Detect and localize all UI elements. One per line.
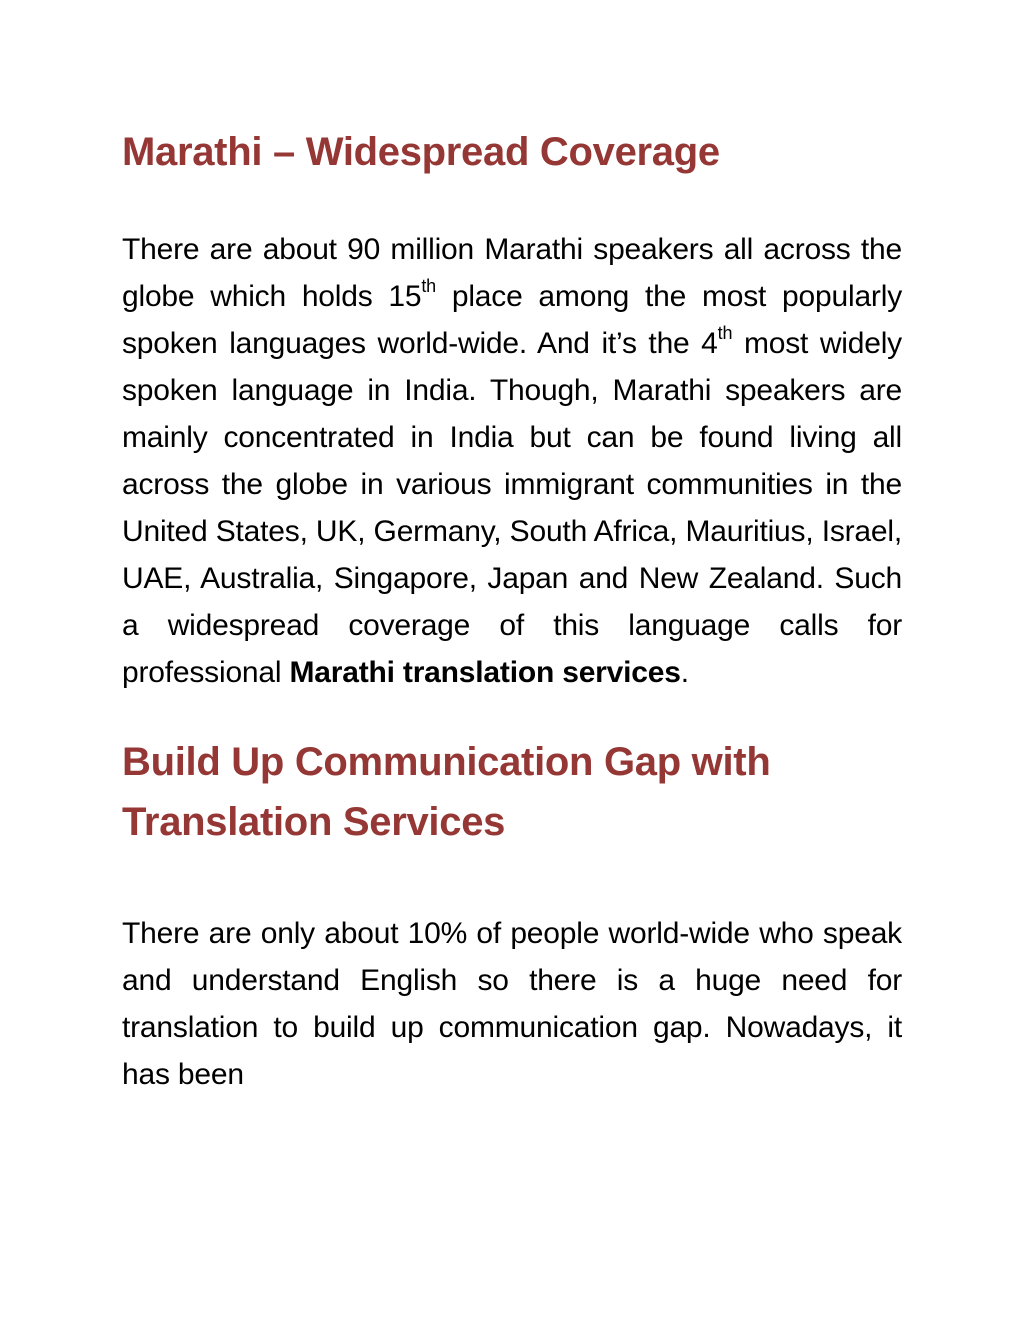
paragraph-text-part-2: place among the most popularly spoken languages world-wide. And it’s the 4 (122, 280, 902, 360)
ordinal-suffix-15th: th (421, 276, 436, 296)
section-heading-marathi-coverage: Marathi – Widespread Coverage (122, 130, 720, 174)
ordinal-suffix-4th: th (717, 323, 733, 343)
section-heading-communication-gap: Build Up Communication Gap with Translation Services (122, 740, 771, 844)
paragraph-text-part-4: . (680, 656, 689, 689)
paragraph-marathi-coverage (122, 226, 902, 696)
paragraph-communication-gap: There are only about 10% of people world-wide who speak and understand English so there is a huge need for translation to build up communication gap. Nowadays, it has been (122, 917, 902, 1091)
paragraph-text-part-1: There are about 90 million Marathi speakers all across the globe which holds 15 (122, 233, 902, 313)
paragraph-text-part-3: most widely spoken language in India. Though, Marathi speakers are mainly concentrated in India but can be found living all across the globe in various immigrant communities in the United States, UK, Germany, South Africa, Mauritius, Israel, UAE, Australia, Singapore, Japan and New Zealand. Such a widespread coverage of this language calls for professional (122, 327, 902, 689)
bold-keyword-marathi-translation-services: Marathi translation services (289, 656, 681, 689)
document-content (122, 128, 902, 1098)
